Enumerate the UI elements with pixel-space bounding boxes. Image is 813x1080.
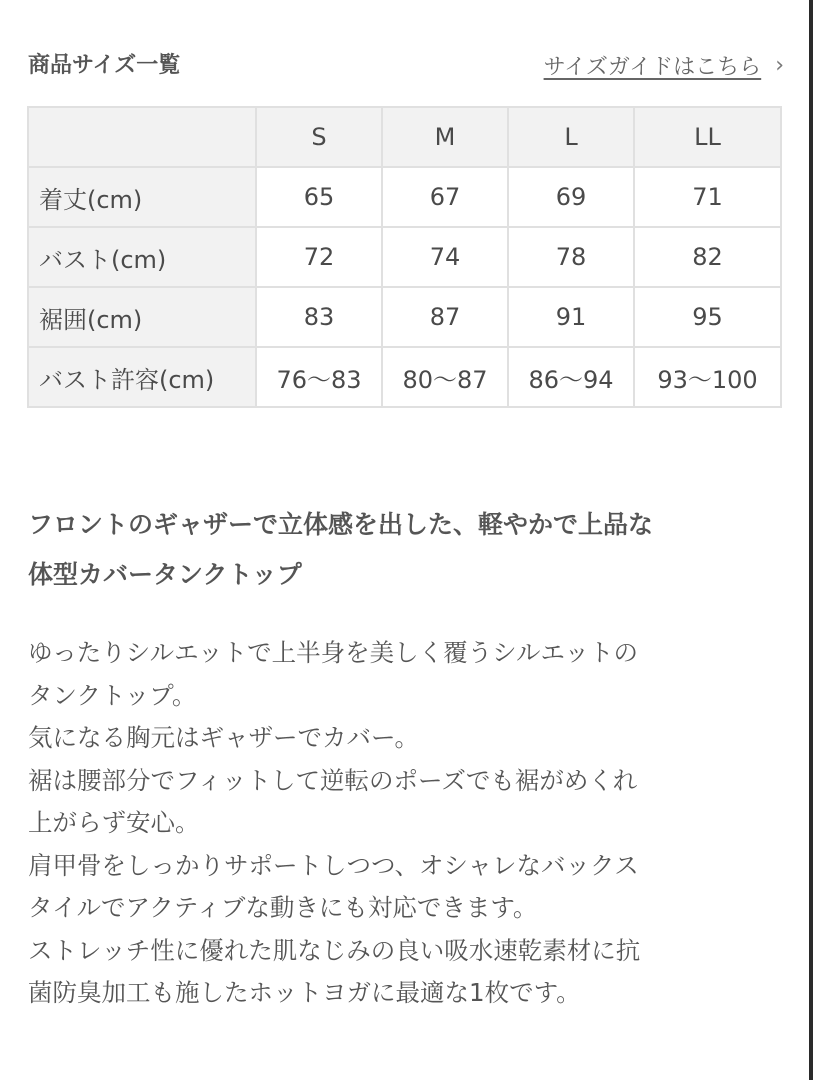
description-line: ストレッチ性に優れた肌なじみの良い吸水速乾素材に抗 xyxy=(28,935,641,965)
table-header-cell: L xyxy=(508,107,634,167)
row-label: バスト(cm) xyxy=(28,227,256,287)
table-cell: 67 xyxy=(382,167,508,227)
size-table xyxy=(27,106,782,408)
table-header-cell xyxy=(28,107,256,167)
table-cell: 74 xyxy=(382,227,508,287)
description-line: ゆったりシルエットで上半身を美しく覆うシルエットの xyxy=(28,638,639,667)
table-cell: 65 xyxy=(256,167,382,227)
headline-line: 体型カバータンクトップ xyxy=(28,560,302,589)
table-cell: 78 xyxy=(508,227,634,287)
size-guide-link-text[interactable]: サイズガイドはこちら xyxy=(543,55,762,80)
table-cell: 69 xyxy=(508,167,634,227)
table-cell: 91 xyxy=(508,287,634,347)
table-header-cell: S xyxy=(256,107,382,167)
size-header xyxy=(28,44,784,88)
table-cell: 71 xyxy=(634,167,781,227)
table-row xyxy=(28,287,781,347)
table-cell: 86〜94 xyxy=(508,347,634,407)
description-line: 菌防臭加工も施したホットヨガに最適な1枚です。 xyxy=(28,978,581,1007)
description-line: タンクトップ。 xyxy=(28,680,197,710)
table-row xyxy=(28,227,781,287)
product-headline xyxy=(28,500,788,600)
section-title: 商品サイズ一覧 xyxy=(28,53,181,78)
size-guide-link[interactable] xyxy=(544,50,784,81)
row-label: 着丈(cm) xyxy=(28,167,256,227)
table-header-cell: LL xyxy=(634,107,781,167)
description-line: 裾は腰部分でフィットして逆転のポーズでも裾がめくれ xyxy=(28,765,638,795)
description-line: 上がらず安心。 xyxy=(28,808,200,837)
product-description xyxy=(28,632,798,1015)
window-edge xyxy=(809,0,813,1080)
row-label: バスト許容(cm) xyxy=(28,347,256,407)
table-cell: 83 xyxy=(256,287,382,347)
table-row xyxy=(28,167,781,227)
table-cell: 93〜100 xyxy=(634,347,781,407)
table-header-row xyxy=(28,107,781,167)
row-label: 裾囲(cm) xyxy=(28,287,256,347)
description-line: 肩甲骨をしっかりサポートしつつ、オシャレなバックス xyxy=(28,850,639,880)
headline-line: フロントのギャザーで立体感を出した、軽やかで上品な xyxy=(28,510,654,539)
table-cell: 80〜87 xyxy=(382,347,508,407)
description-line: 気になる胸元はギャザーでカバー。 xyxy=(28,723,420,752)
table-row xyxy=(28,347,781,407)
description-line: タイルでアクティブな動きにも対応できます。 xyxy=(28,893,538,922)
table-header-cell: M xyxy=(382,107,508,167)
chevron-right-icon[interactable]: › xyxy=(775,53,784,78)
table-cell: 72 xyxy=(256,227,382,287)
table-cell: 76〜83 xyxy=(256,347,382,407)
table-cell: 87 xyxy=(382,287,508,347)
table-cell: 82 xyxy=(634,227,781,287)
table-cell: 95 xyxy=(634,287,781,347)
